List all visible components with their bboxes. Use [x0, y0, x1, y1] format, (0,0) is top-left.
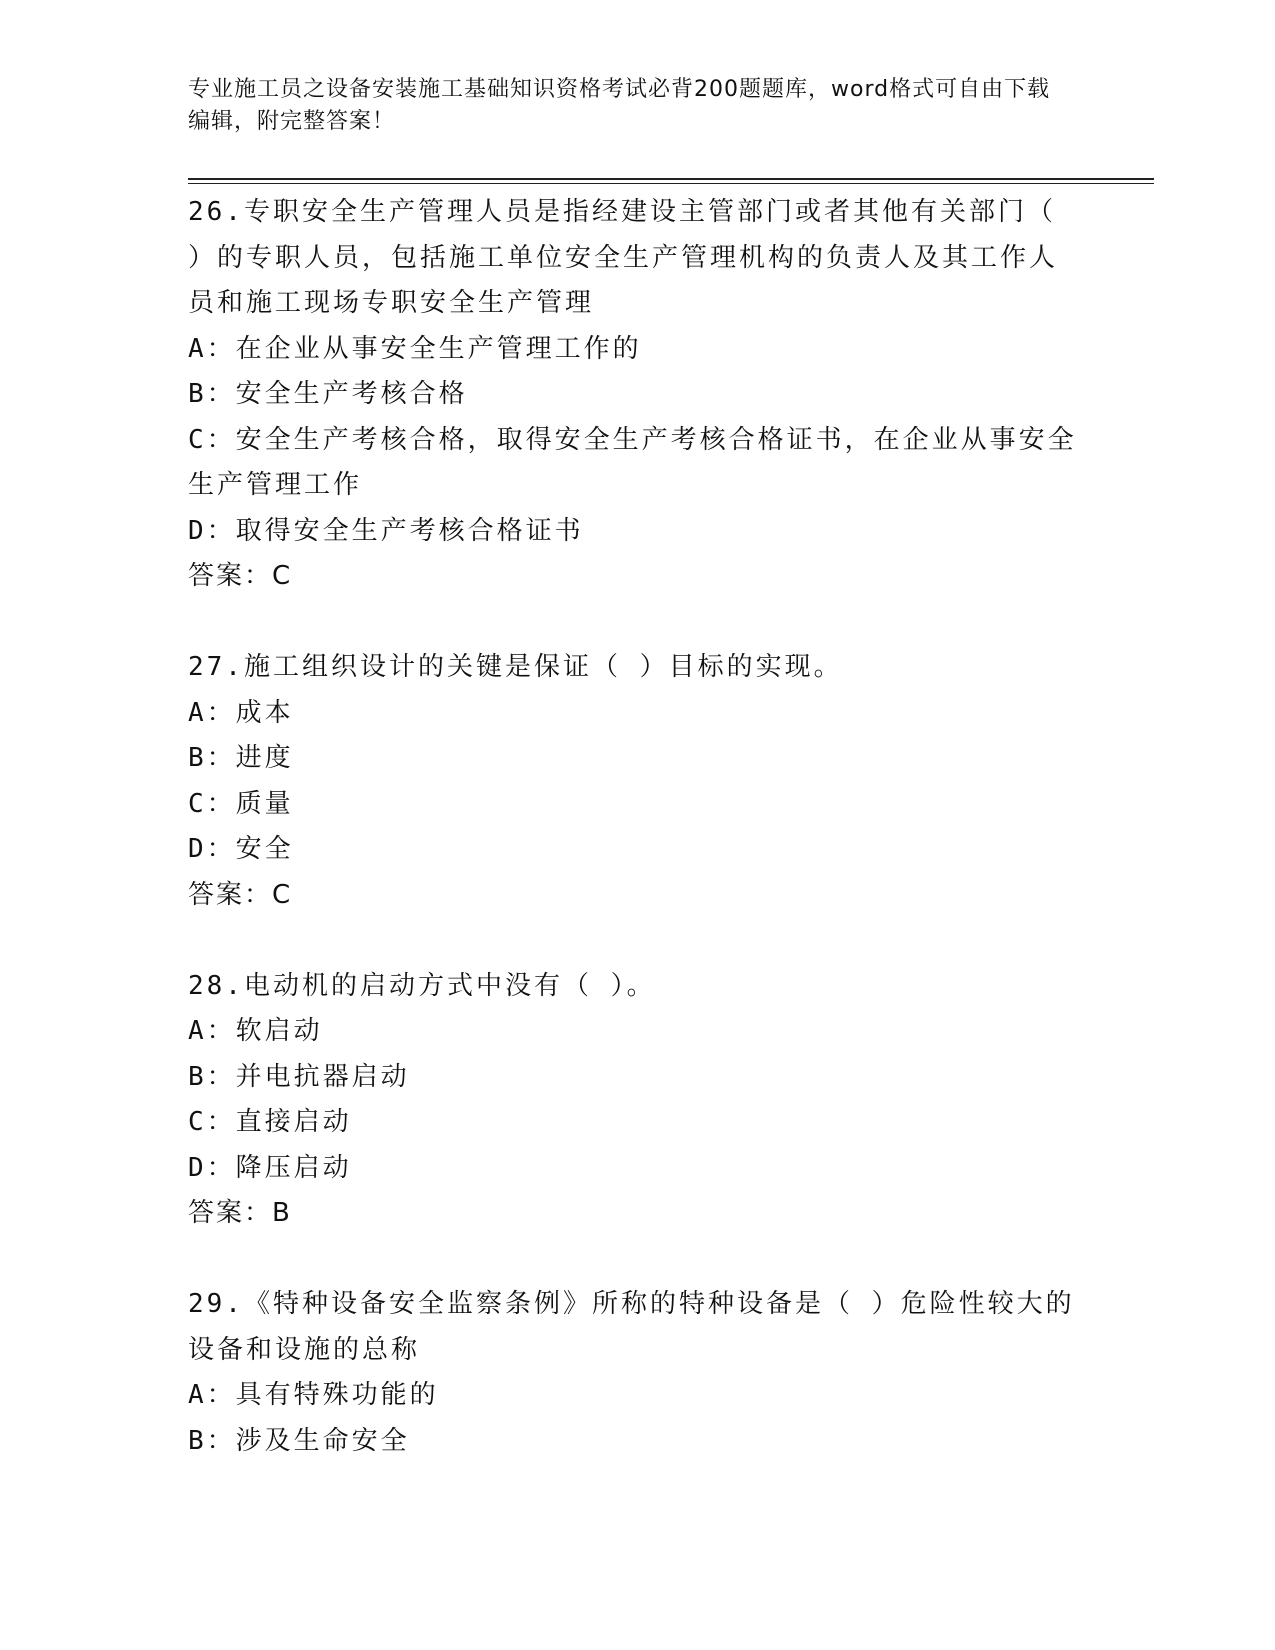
answer: 答案：C — [188, 561, 293, 591]
document-header: 专业施工员之设备安装施工基础知识资格考试必背200题题库，word格式可自由下载编辑，附完整答案！ — [188, 77, 1051, 134]
option-c: C：安全生产考核合格，取得安全生产考核合格证书，在企业从事安全 生产管理工作 — [188, 424, 1077, 500]
option-c: C：直接启动 — [188, 1107, 352, 1137]
question-27 — [188, 645, 1088, 918]
option-b: B：安全生产考核合格 — [188, 379, 468, 409]
question-stem: 28.电动机的启动方式中没有（ ）。 — [188, 970, 656, 1001]
option-b: B：涉及生命安全 — [188, 1425, 410, 1456]
option-b: B：并电抗器启动 — [188, 1061, 410, 1092]
question-28 — [188, 964, 1088, 1237]
option-a: A：在企业从事安全生产管理工作的 — [188, 333, 642, 364]
option-d: D：安全 — [188, 834, 294, 864]
option-a: A：具有特殊功能的 — [188, 1380, 439, 1410]
option-c: C：质量 — [188, 788, 294, 819]
option-a: A：成本 — [188, 697, 294, 728]
option-d: D：降压启动 — [188, 1152, 352, 1183]
question-26 — [188, 190, 1088, 600]
answer: 答案：B — [188, 1198, 292, 1228]
question-stem: 27.施工组织设计的关键是保证（ ）目标的实现。 — [188, 652, 843, 682]
option-d: D：取得安全生产考核合格证书 — [188, 515, 584, 546]
option-b: B：进度 — [188, 743, 294, 773]
option-a: A：软启动 — [188, 1016, 323, 1046]
answer: 答案：C — [188, 879, 293, 910]
question-stem: 29.《特种设备安全监察条例》所称的特种设备是（ ）危险性较大的 设备和设施的总称 — [188, 1289, 1075, 1365]
question-list — [188, 190, 1088, 1464]
question-29 — [188, 1282, 1088, 1464]
header-divider-thin — [188, 183, 1154, 184]
question-stem: 26.专职安全生产管理人员是指经建设主管部门或者其他有关部门（ ）的专职人员，包括施工单位安全生产管理机构的负责人及其工作人 员和施工现场专职安全生产管理 — [188, 197, 1059, 318]
header-divider — [188, 178, 1154, 180]
